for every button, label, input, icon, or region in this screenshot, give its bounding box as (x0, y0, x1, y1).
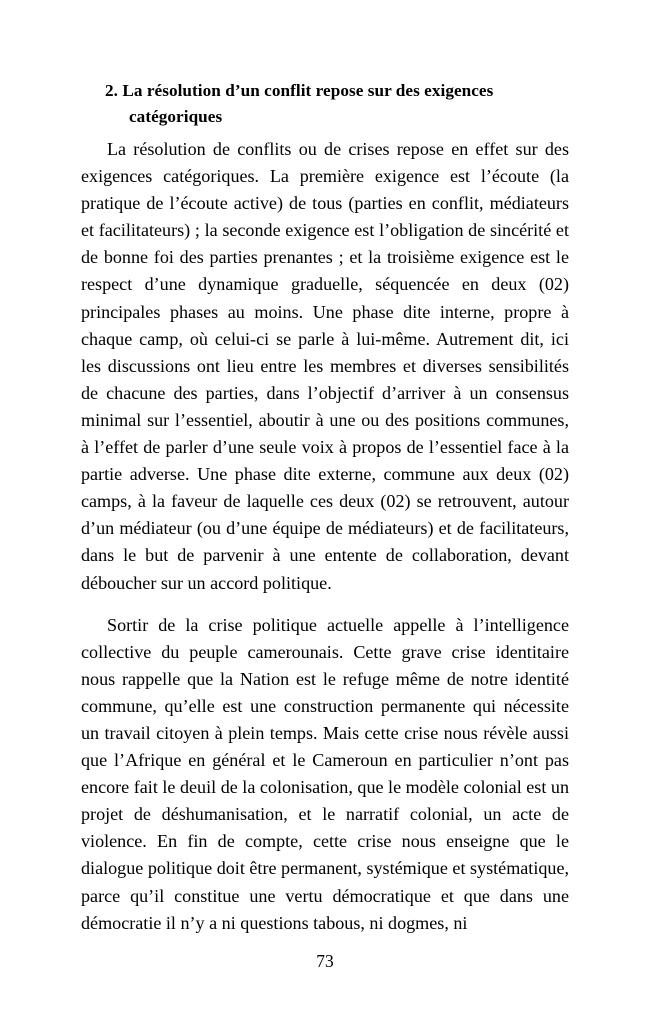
body-paragraph-2: Sortir de la crise politique actuelle appelle à l’intelligence collective du peuple camerounais. Cette grave crise identitaire nous rappelle que la Nation est le refuge même de notre identité commune, qu’elle est une construction permanente qui nécessite un travail citoyen à plein temps. Mais cette crise nous révèle aussi que l’Afrique en général et le Cameroun en particulier n’ont pas encore fait le deuil de la colonisation, que le modèle colonial est un projet de déshumanisation, et le narratif colonial, un acte de violence. En fin de compte, cette crise nous enseigne que le dialogue politique doit être permanent, systémique et systématique, parce qu’il constitue une vertu démocratique et que dans une démocratie il n’y a ni questions tabous, ni dogmes, ni (81, 614, 569, 933)
body-paragraph-1: La résolution de conflits ou de crises repose en effet sur des exigences catégoriques. La première exigence est l’écoute (la pratique de l’écoute active) de tous (parties en conflit, médiateurs et facilitateurs) ; la seconde exigence est l’obligation de sincérité et de bonne foi des parties prenantes ; et la troisième exigence est le respect d’une dynamique graduelle, séquencée en deux (02) principales phases au moins. Une phase dite interne, propre à chaque camp, où celui-ci se parle à lui-même. Autrement dit, ici les discussions ont lieu entre les membres et diverses sensibilités de chacune des parties, dans l’objectif d’arriver à un consensus minimal sur l’essentiel, aboutir à une ou des positions communes, à l’effet de parler d’une seule voix à propos de l’essentiel face à la partie adverse. Une phase dite externe, commune aux deux (02) camps, à la faveur de laquelle ces deux (02) se retrouvent, autour d’un médiateur (ou d’une équipe de médiateurs) et de facilitateurs, dans le but de parvenir à une entente de collaboration, devant déboucher sur un accord politique. (81, 139, 569, 593)
section-heading-line1: La résolution d’un conflit repose sur des (122, 81, 420, 100)
page-number: 73 (316, 951, 334, 971)
section-heading-number: 2. (105, 81, 118, 100)
page-text-block (81, 78, 569, 937)
section-heading (105, 78, 559, 130)
section-heading-line2: exigences catégoriques (129, 81, 494, 126)
